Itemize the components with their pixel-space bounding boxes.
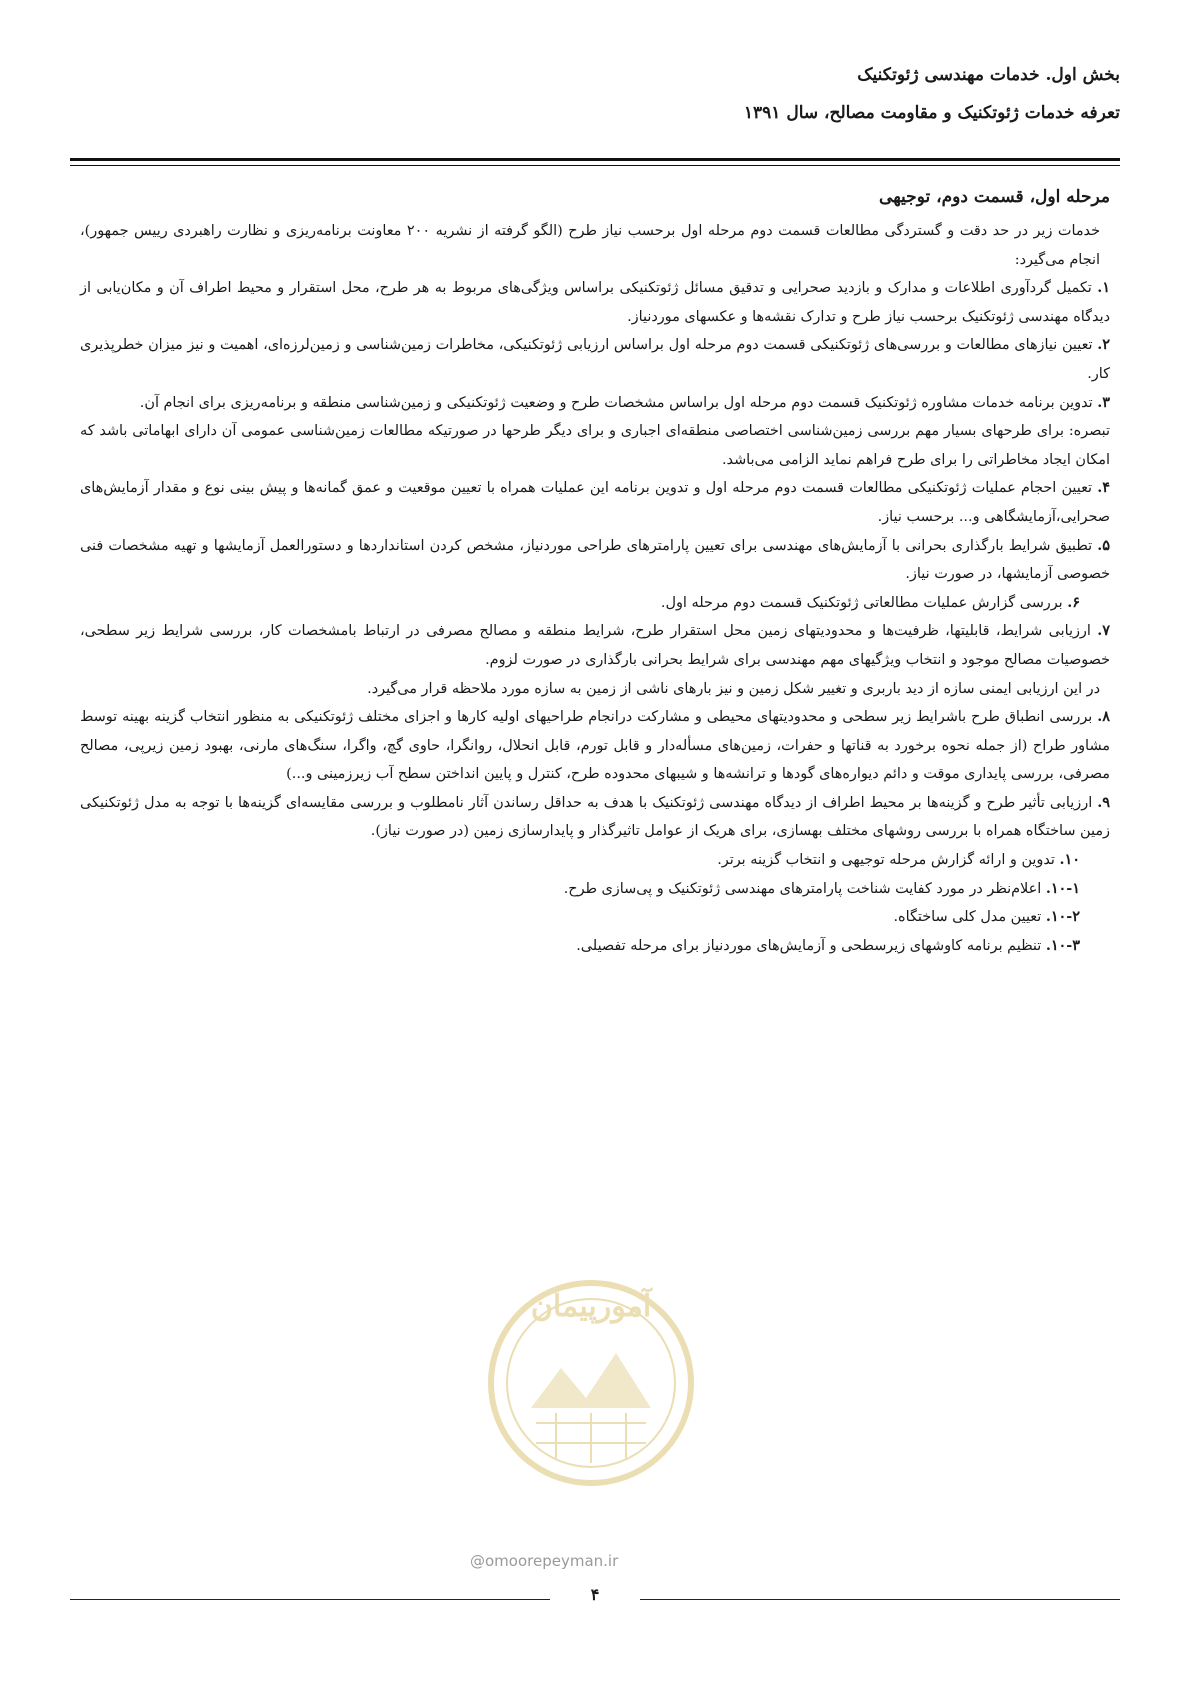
item-number: ۱. — [1097, 279, 1110, 297]
watermark-text: آمورپیمان — [530, 1289, 652, 1324]
sub-item-number: ۱۰-۲. — [1045, 908, 1080, 926]
item-number: ۴. — [1097, 479, 1111, 497]
sub-list-item — [80, 932, 1110, 961]
watermark-logo — [476, 1258, 706, 1498]
list-item — [80, 617, 1110, 674]
list-item — [80, 331, 1110, 388]
sub-item-number: ۱۰-۱. — [1045, 879, 1080, 897]
item-text: تدوین برنامه خدمات مشاوره ژئوتکنیک قسمت دوم مرحله اول براساس مشخصات طرح و وضعیت ژئوتکنیکی و زمین‌شناسی منطقه و برنامه‌ریزی برای انجام آن. — [139, 394, 1093, 411]
note-paragraph: تبصره: برای طرحهای بسیار مهم بررسی زمین‌شناسی اختصاصی منطقه‌ای اجباری و برای دیگر طرحها در صورتیکه مطالعات زمین‌شناسی عمومی آن دارای ابهاماتی باشد که امکان ایجاد مخاطراتی را برای طرح فراهم نماید الزامی می‌باشد. — [80, 423, 1110, 468]
item-text: بررسی گزارش عملیات مطالعاتی ژئوتکنیک قسمت دوم مرحله اول. — [660, 594, 1063, 611]
page-header — [70, 60, 1120, 128]
item-text: تکمیل گردآوری اطلاعات و مدارک و بازدید صحرایی و تدقیق مسائل ژئوتکنیکی براساس ویژگی‌های مربوط به هر طرح، محل استقرار و محیط اطراف آن و مکان‌یابی از دیدگاه مهندسی ژئوتکنیک برحسب نیاز طرح و تدارک نقشه‌ها و عکسهای موردنیاز. — [80, 280, 1110, 325]
sub-item-text: اعلام‌نظر در مورد کفایت شناخت پارامترهای مهندسی ژئوتکنیک و پی‌سازی طرح. — [563, 880, 1042, 897]
item-number: ۷. — [1097, 622, 1111, 640]
list-item — [80, 589, 1110, 618]
item-number: ۱۰. — [1059, 851, 1080, 869]
header-rule-thick — [70, 158, 1120, 161]
list-item — [80, 532, 1110, 589]
item-text: تعیین نیازهای مطالعات و بررسی‌های ژئوتکنیکی قسمت دوم مرحله اول براساس ارزیابی ژئوتکنیکی، مخاطرات زمین‌شناسی و زمین‌لرزه‌ای، اهمیت و نیز میزان خطرپذیری کار. — [80, 337, 1110, 382]
header-document-title: تعرفه خدمات ژئوتکنیک و مقاومت مصالح، سال ۱۳۹۱ — [743, 103, 1120, 123]
item-text: ارزیابی تأثیر طرح و گزینه‌ها بر محیط اطراف از دیدگاه مهندسی ژئوتکنیک با هدف به حداقل رساندن آثار نامطلوب و بررسی مقایسه‌ای گزینه‌ها با توجه به مدل ژئوتکنیکی زمین ساختگاه همراه با بررسی روشهای مختلف بهسازی، برای هریک از عوامل تاثیرگذار و پایدارسازی زمین (در صورت نیاز). — [80, 794, 1110, 840]
list-item — [80, 474, 1110, 531]
footer-rule-left — [70, 1599, 550, 1600]
sub-item-number: ۱۰-۳. — [1045, 936, 1080, 954]
watermark-url: @omoorepeyman.ir — [470, 1552, 619, 1570]
sub-list-item — [80, 903, 1110, 932]
item-number: ۳. — [1097, 393, 1110, 411]
item-text: تطبیق شرایط بارگذاری بحرانی با آزمایش‌های مهندسی برای تعیین پارامترهای طراحی موردنیاز، مشخص کردن استانداردها و دستورالعمل آزمایشها و تهیه مشخصات فنی خصوصی آزمایشها، در صورت نیاز. — [80, 537, 1110, 583]
list-item — [80, 389, 1110, 418]
list-item — [80, 846, 1110, 875]
sub-list-item — [80, 875, 1110, 904]
item-text: تدوین و ارائه گزارش مرحله توجیهی و انتخاب گزینه برتر. — [717, 852, 1055, 869]
item-text: بررسی انطباق طرح باشرایط زیر سطحی و محدودیتهای محیطی و مشارکت درانجام طراحیهای اولیه کارها و اجزای مختلف ژئوتکنیکی به منظور انتخاب گزینه بهینه توسط مشاور طراح (از جمله نحوه برخورد به قناتها و حفرات، زمین‌های مسأله‌دار و قابل تورم، قابل انحلال، روانگرا، حاوی گچ، واگرا، سنگ‌های مارنی، بهبود زمین زیرپی، مصالح مصرفی، بررسی پایداری موقت و دائم دیواره‌های گودها و ترانشه‌ها و شیبهای محدوده طرح، کنترل و پایین انداختن سطح آب زیرزمینی و...) — [80, 709, 1110, 783]
list-item — [80, 703, 1110, 789]
page-footer — [70, 1585, 1120, 1619]
item-text: تعیین احجام عملیات ژئوتکنیکی مطالعات قسمت دوم مرحله اول و تدوین برنامه این عملیات همراه با تعیین موقعیت و عمق گمانه‌ها و پیش بینی نوع و مقدار آزمایش‌های صحرایی،آزمایشگاهی و... برحسب نیاز. — [80, 480, 1110, 525]
sub-item-text: تعیین مدل کلی ساختگاه. — [893, 909, 1042, 926]
page-number: ۴ — [590, 1585, 600, 1604]
header-rule-thin — [70, 165, 1120, 166]
section-heading: مرحله اول، قسمت دوم، توجیهی — [879, 187, 1110, 207]
page-body — [80, 177, 1110, 960]
header-section-title: بخش اول. خدمات مهندسی ژئوتکنیک — [857, 65, 1120, 85]
item-number: ۸. — [1097, 708, 1110, 726]
footer-rule-right — [640, 1599, 1120, 1600]
item-number: ۲. — [1097, 336, 1110, 354]
item-number: ۶. — [1067, 593, 1080, 611]
sub-item-text: تنظیم برنامه کاوشهای زیرسطحی و آزمایش‌های موردنیاز برای مرحله تفصیلی. — [576, 937, 1042, 954]
list-item — [80, 789, 1110, 846]
intro-paragraph: خدمات زیر در حد دقت و گستردگی مطالعات قسمت دوم مرحله اول برحسب نیاز طرح (الگو گرفته از نشریه ۲۰۰ معاونت برنامه‌ریزی و نظارت راهبردی رییس جمهور)، انجام می‌گیرد: — [80, 223, 1100, 268]
item-text: ارزیابی شرایط، قابلیتها، ظرفیت‌ها و محدودیتهای زمین محل استقرار طرح، شرایط منطقه و مصالح مصرفی در ارتباط بامشخصات کار، بررسی شرایط زیر سطحی، خصوصیات مصالح موجود و انتخاب ویژگیهای مهم مهندسی برای شرایط بحرانی بارگذاری در صورت لزوم. — [80, 623, 1110, 668]
item-number: ۹. — [1097, 793, 1110, 811]
list-item — [80, 274, 1110, 331]
item7-extra-paragraph: در این ارزیابی ایمنی سازه از دید باربری و تغییر شکل زمین و نیز بارهای ناشی از زمین به سازه مورد ملاحظه قرار می‌گیرد. — [367, 680, 1100, 697]
item-number: ۵. — [1097, 536, 1110, 554]
